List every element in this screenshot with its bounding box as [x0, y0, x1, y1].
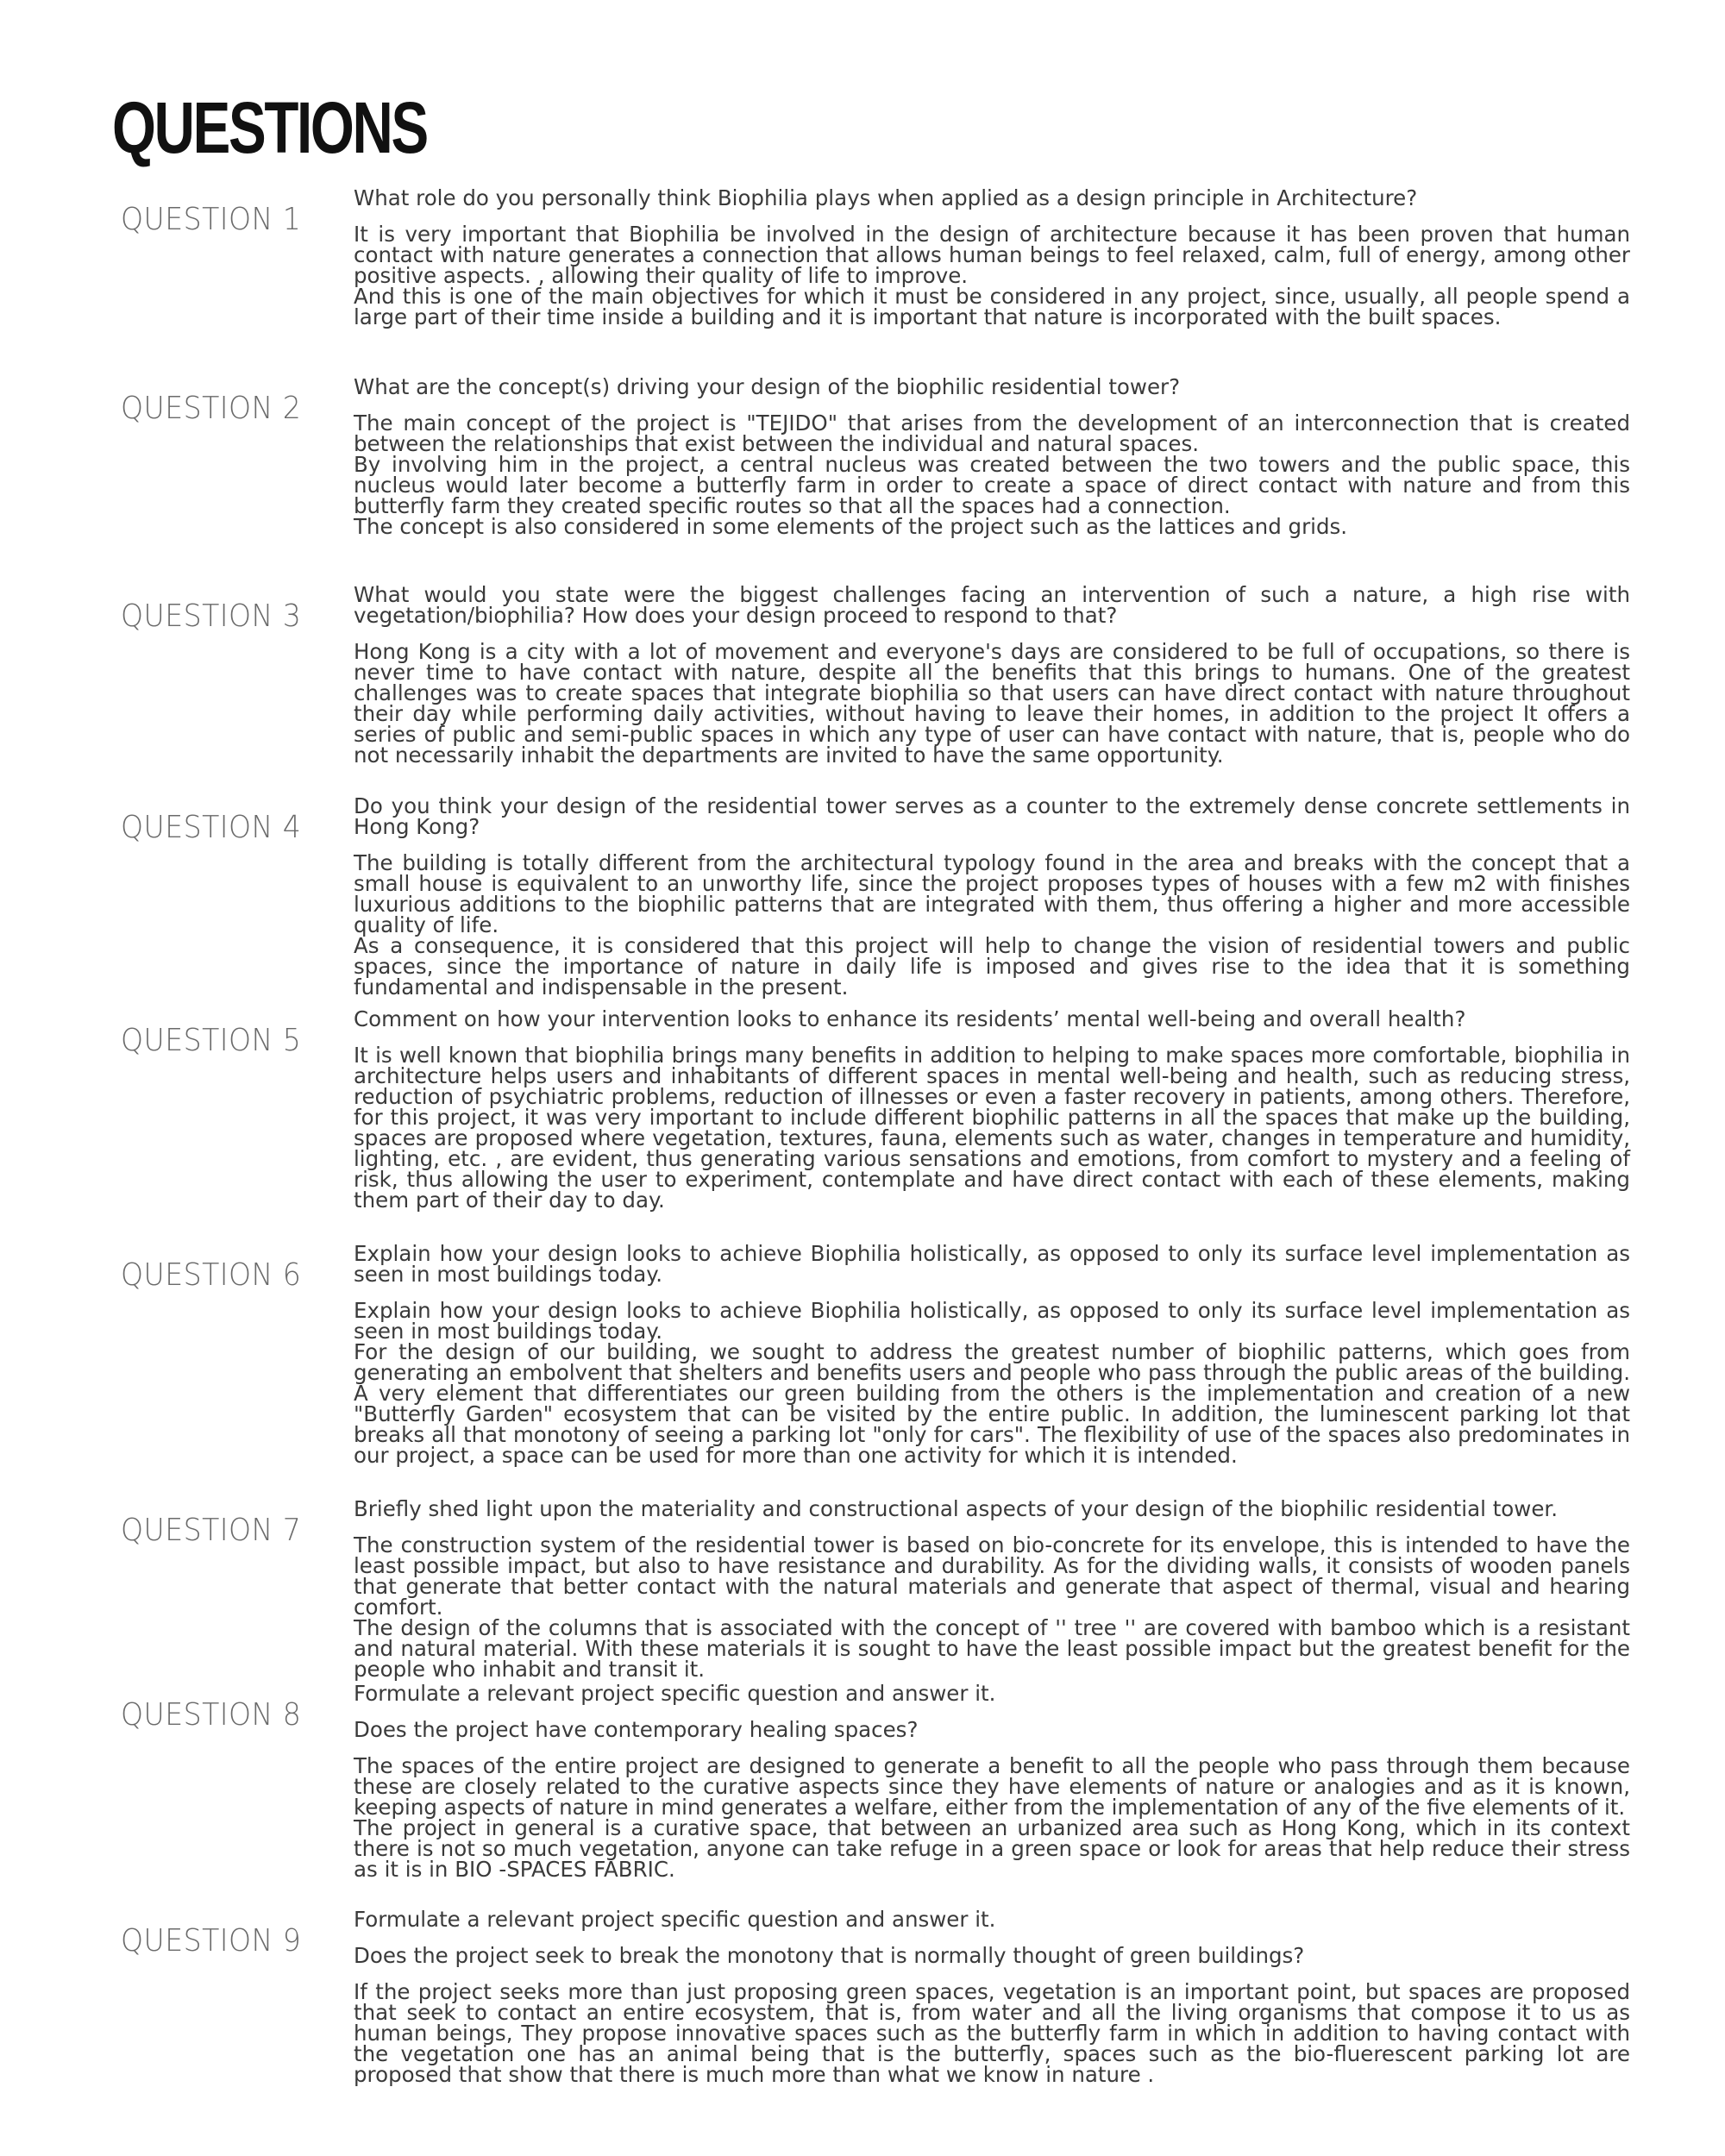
- question-number: QUESTION 9: [121, 1923, 302, 1959]
- question-text: Explain how your design looks to achieve Biophilia holistically, as opposed to only its surface level implementation as seen in most buildings today.: [354, 1241, 1630, 1287]
- question-content: [354, 1496, 1630, 1682]
- question-number: QUESTION 5: [121, 1023, 302, 1058]
- question-text: What are the concept(s) driving your design of the biophilic residential tower?: [354, 374, 1181, 399]
- question-content: [354, 374, 1630, 539]
- question-text: Briefly shed light upon the materiality and constructional aspects of your design of the biophilic residential tower.: [354, 1496, 1559, 1521]
- question-number: QUESTION 8: [121, 1697, 302, 1733]
- answer-text: The building is totally different from the architectural typology found in the area and breaks with the concept that a small house is equivalent to an unworthy life, since the project proposes types of houses with a few m2 with finishes luxurious additions to the biophilic patterns that are integrated with them, thus offering a higher and more accessible quality of life. As a consequence, it is considered that this project will help to change the vision of residential towers and public spaces, since the importance of nature in daily life is imposed and gives rise to the idea that it is something fundamental and indispensable in the present.: [354, 850, 1630, 1000]
- question-text: Formulate a relevant project specific question and answer it.: [354, 1681, 996, 1706]
- question-text: Comment on how your intervention looks to enhance its residents’ mental well-being and overall health?: [354, 1006, 1466, 1031]
- question-content: [354, 582, 1630, 768]
- question-number: QUESTION 7: [121, 1513, 302, 1548]
- answer-text: If the project seeks more than just proposing green spaces, vegetation is an important point, but spaces are proposed that seek to contact an entire ecosystem, that is, from water and all the living organisms that compose it to us as human beings, They propose innovative spaces such as the butterfly farm in which in addition to having contact with the vegetation one has an animal being that is the butterfly, spaces such as the bio-fluerescent parking lot are proposed that show that there is much more than what we know in nature .: [354, 1979, 1630, 2087]
- question-number: QUESTION 4: [121, 810, 302, 845]
- answer-text: It is well known that biophilia brings many benefits in addition to helping to make spaces more comfortable, biophilia in architecture helps users and inhabitants of different spaces in mental well-being and health, such as reducing stress, reduction of psychiatric problems, reduction of illnesses or even a faster recovery in patients, among others. Therefore, for this project, it was very important to include different biophilic patterns in all the spaces that make up the building, spaces are proposed where vegetation, textures, fauna, elements such as water, changes in temperature and humidity, lighting, etc. , are evident, thus generating various sensations and emotions, from comfort to mystery and a feeling of risk, thus allowing the user to experiment, contemplate and have direct contact with each of these elements, making them part of their day to day.: [354, 1043, 1630, 1213]
- answer-text: It is very important that Biophilia be involved in the design of architecture because it has been proven that human contact with nature generates a connection that allows human beings to feel relaxed, calm, full of energy, among other positive aspects. , allowing their quality of life to improve. And this is one of the main objectives for which it must be considered in any project, since, usually, all people spend a large part of their time inside a building and it is important that nature is incorporated with the built spaces.: [354, 222, 1630, 329]
- subquestion-text: Does the project have contemporary healing spaces?: [354, 1717, 919, 1742]
- answer-text: The construction system of the residential tower is based on bio-concrete for its envelope, this is intended to have the least possible impact, but also to have resistance and durability. As for the dividing walls, it consists of wooden panels that generate that better contact with the natural materials and generate that aspect of thermal, visual and hearing comfort. The design of the columns that is associated with the concept of '' tree '' are covered with bamboo which is a resistant and natural material. With these materials it is sought to have the least possible impact but the greatest benefit for the people who inhabit and transit it.: [354, 1532, 1630, 1682]
- question-content: [354, 793, 1630, 1000]
- answer-text: Hong Kong is a city with a lot of movement and everyone's days are considered to be full of occupations, so there is never time to have contact with nature, despite all the benefits that this brings to humans. One of the greatest challenges was to create spaces that integrate biophilia so that users can have direct contact with nature throughout their day while performing daily activities, without having to leave their homes, in addition to the project It offers a series of public and semi-public spaces in which any type of user can have contact with nature, that is, people who do not necessarily inhabit the departments are invited to have the same opportunity.: [354, 639, 1630, 768]
- subquestion-text: Does the project seek to break the monotony that is normally thought of green buildings?: [354, 1943, 1305, 1968]
- question-number: QUESTION 1: [121, 202, 302, 237]
- answer-text: The spaces of the entire project are designed to generate a benefit to all the people who pass through them because these are closely related to the curative aspects since they have elements of nature or analogies and as it is known, keeping aspects of nature in mind generates a welfare, either from the implementation of any of the five elements of it. The project in general is a curative space, that between an urbanized area such as Hong Kong, which in its context there is not so much vegetation, anyone can take refuge in a green space or look for areas that help reduce their stress as it is in BIO -SPACES FABRIC.: [354, 1753, 1630, 1882]
- question-content: [354, 1683, 1630, 1880]
- question-number: QUESTION 2: [121, 391, 302, 426]
- question-content: [354, 1909, 1630, 2085]
- answer-text: Explain how your design looks to achieve Biophilia holistically, as opposed to only its surface level implementation as seen in most buildings today. For the design of our building, we sought to address the greatest number of biophilic patterns, which goes from generating an embolvent that shelters and benefits users and people who pass through the public areas of the building. A very element that differentiates our green building from the others is the implementation and creation of a new "Butterfly Garden" ecosystem that can be visited by the entire public. In addition, the luminescent parking lot that breaks all that monotony of seeing a parking lot "only for cars". The flexibility of use of the spaces also predominates in our project, a space can be used for more than one activity for which it is intended.: [354, 1298, 1630, 1468]
- question-number: QUESTION 3: [121, 599, 302, 634]
- question-number: QUESTION 6: [121, 1257, 302, 1293]
- question-content: [354, 185, 1630, 329]
- question-content: [354, 1006, 1630, 1213]
- page-title: QUESTIONS: [112, 87, 427, 168]
- answer-text: The main concept of the project is "TEJIDO" that arises from the development of an interconnection that is created between the relationships that exist between the individual and natural spaces. By involving him in the project, a central nucleus was created between the two towers and the public space, this nucleus would later become a butterfly farm in order to create a space of direct contact with nature and from this butterfly farm they created specific routes so that all the spaces had a connection. The concept is also considered in some elements of the project such as the lattices and grids.: [354, 411, 1630, 539]
- question-text: What would you state were the biggest challenges facing an intervention of such a nature, a high rise with vegetation/biophilia? How does your design proceed to respond to that?: [354, 582, 1630, 628]
- question-text: Do you think your design of the residential tower serves as a counter to the extremely dense concrete settlements in Hong Kong?: [354, 793, 1630, 839]
- question-content: [354, 1241, 1630, 1468]
- question-text: What role do you personally think Biophilia plays when applied as a design principle in Architecture?: [354, 185, 1418, 210]
- question-text: Formulate a relevant project specific question and answer it.: [354, 1907, 996, 1932]
